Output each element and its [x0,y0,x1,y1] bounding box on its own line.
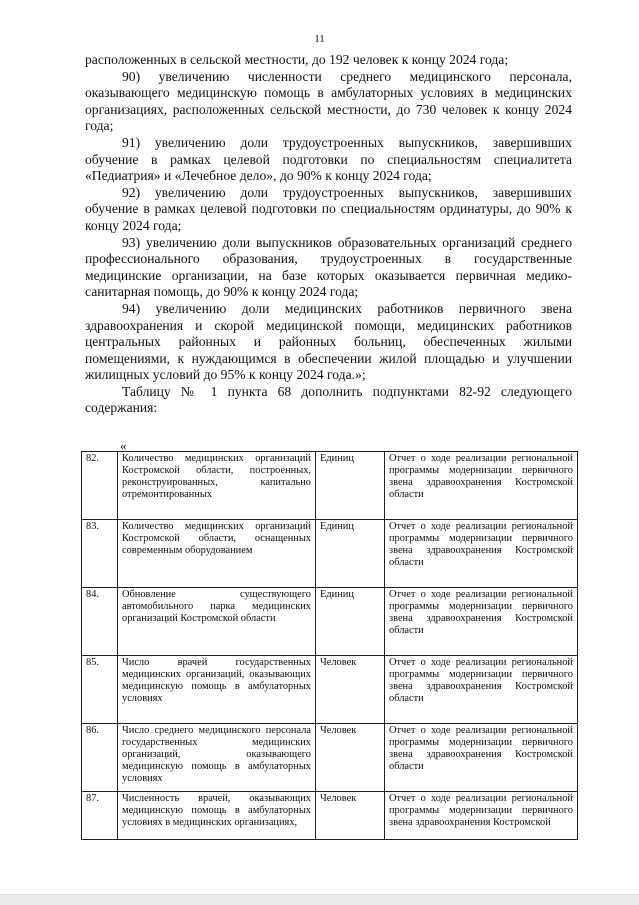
unit: Единиц [316,588,385,656]
paragraph: 91) увеличению доли трудоустроенных выпускников, завершивших обучение в рамках целевой подготовки по специальностям специалитета «Педиатрия» и «Лечебное дело», до 90% к концу 2024 года; [85,134,572,184]
row-number: 85. [82,656,118,724]
table-row [82,724,578,792]
data-source: Отчет о ходе реализации региональной программы модернизации первичного звена здравоохранения Костромской области [385,656,578,724]
unit: Человек [316,792,385,840]
unit: Человек [316,656,385,724]
row-number: 86. [82,724,118,792]
table-row [82,452,578,520]
viewer-bottom-bar [0,894,639,905]
data-source: Отчет о ходе реализации региональной программы модернизации первичного звена здравоохранения Костромской области [385,452,578,520]
paragraph: Таблицу № 1 пункта 68 дополнить подпунктами 82-92 следующего содержания: [85,383,572,416]
page-number: 11 [314,33,325,45]
table-row [82,520,578,588]
unit: Единиц [316,520,385,588]
indicators-table [81,451,578,840]
body-text [85,52,572,417]
indicator-name: Численность врачей, оказывающих медицинскую помощь в амбулаторных условиях в медицинских организациях, [118,792,316,840]
data-source: Отчет о ходе реализации региональной программы модернизации первичного звена здравоохранения Костромской области [385,520,578,588]
row-number: 87. [82,792,118,840]
paragraph: 90) увеличению численности среднего медицинского персонала, оказывающего медицинскую помощь в амбулаторных условиях в медицинских организациях, расположенных сельской местности, до 730 человек к концу 2024 года; [85,68,572,134]
indicator-name: Количество медицинских организаций Костромской области, построенных, реконструированных, капитально отремонтированных [118,452,316,520]
data-source: Отчет о ходе реализации региональной программы модернизации первичного звена здравоохранения Костромской [385,792,578,840]
table-row [82,588,578,656]
unit: Единиц [316,452,385,520]
indicator-name: Количество медицинских организаций Костромской области, оснащенных современным оборудованием [118,520,316,588]
data-source: Отчет о ходе реализации региональной программы модернизации первичного звена здравоохранения Костромской области [385,588,578,656]
indicator-name: Число среднего медицинского персонала государственных медицинских организаций, оказывающего медицинскую помощь в амбулаторных условиях [118,724,316,792]
paragraph: 92) увеличению доли трудоустроенных выпускников, завершивших обучение в рамках целевой подготовки по специальностям ординатуры, до 90% к концу 2024 года; [85,184,572,233]
row-number: 82. [82,452,118,520]
indicator-name: Обновление существующего автомобильного парка медицинских организаций Костромской области [118,588,316,656]
row-number: 83. [82,520,118,588]
data-source: Отчет о ходе реализации региональной программы модернизации первичного звена здравоохранения Костромской области [385,724,578,792]
row-number: 84. [82,588,118,656]
table-row [82,656,578,724]
unit: Человек [316,724,385,792]
paragraph: расположенных в сельской местности, до 192 человек к концу 2024 года; [85,52,509,67]
table-row [82,792,578,840]
indicator-name: Число врачей государственных медицинских организаций, оказывающих медицинскую помощь в амбулаторных условиях [118,656,316,724]
opening-quote: « [120,438,127,453]
paragraph: 93) увеличению доли выпускников образовательных организаций среднего профессионального образования, трудоустроенных в государственные медицинские организации, на базе которых оказывается первичная медико-санитарная помощь, до 90% к концу 2024 года; [85,234,572,300]
paragraph: 94) увеличению доли медицинских работников первичного звена здравоохранения и скорой медицинской помощи, медицинских работников центральных районных и районных больниц, обеспеченных жилыми помещениями, к нуждающимся в обеспечении жилой площадью и улучшении жилищных условий до 95% к концу 2024 года.»; [85,300,572,383]
